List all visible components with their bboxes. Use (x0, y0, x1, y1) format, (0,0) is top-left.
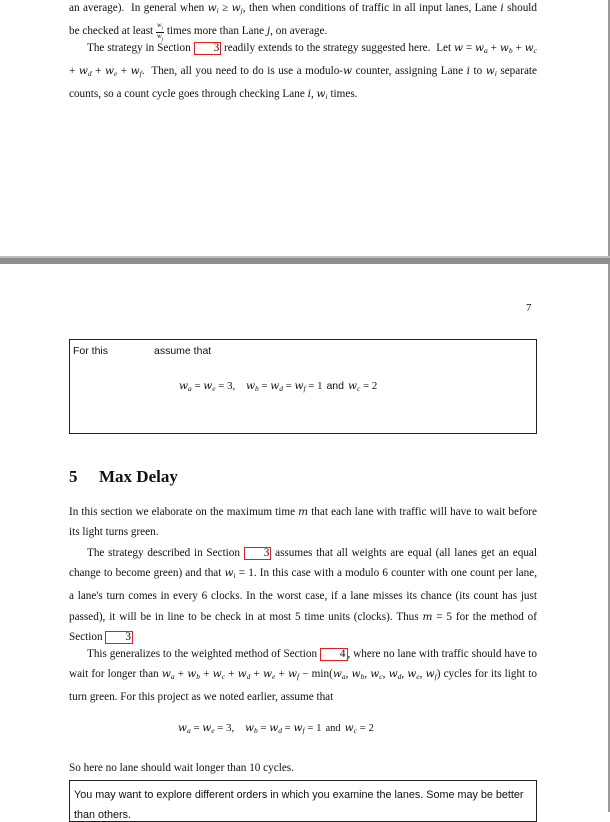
section-heading (69, 467, 178, 487)
weights-equation-2: $w_a = w_e = 3$, $w_b = w_d = w_f = 1$ and $w_c = 2$ (178, 722, 374, 735)
page-divider (0, 256, 610, 264)
paragraph-generalize: This generalizes to the weighted method of Section 4 , where no lane with traffic should have to wait for longer than $w_a + w_b + w_c + w_d + w_e + w_f - \min(w_a$, $w_b$, $w_c$, $w_d$, $w_e$, $w_f$) cycles for its light to turn green. For this project as we noted earlier, assume that (69, 648, 538, 704)
section-4-ref-link[interactable]: 4 (320, 648, 348, 661)
section-3-ref-link-2[interactable]: 3 (105, 631, 133, 644)
section-number: 5 (69, 467, 78, 486)
paragraph-intro: In this section we elaborate on the maximum time m that each lane with traffic will have to wait before its light turns green. (69, 506, 537, 539)
note-text: You may want to explore different orders in which you examine the lanes. Some may be better than others. (74, 789, 524, 821)
assumption-box (69, 339, 537, 434)
section-3-ref-link[interactable]: 3 (244, 547, 272, 560)
previous-page (0, 0, 610, 256)
page-number: 7 (526, 302, 532, 314)
section-ref-link[interactable]: 3 (194, 42, 222, 55)
equation-and: and (326, 380, 344, 392)
page1-paragraph-1: an average). In general when $w_i \ge w_j$, then when conditions of traffic in all input lanes, Lane i should be checked at least $\frac{w_i}{w_j}$ times more than Lane j, on average. (69, 2, 537, 43)
weights-equation: $w_a = w_e = 3$, $w_b = w_d = w_f = 1$ and $w_c = 2$ (179, 380, 378, 393)
paragraph-strategy: The strategy described in Section 3 assumes that all weights are equal (all lanes get an equal change to become green) and that $w_i = 1$. In this case with a modulo 6 counter with one count per lane, a lane's turn comes in every 6 clocks. In the worst case, if a lane misses its chance (its count has just passed), it will be in line to be check in at most 5 time units (clocks). Thus m = 5 for the method of Section 3 (69, 547, 538, 643)
note-box (69, 780, 537, 822)
page1-paragraph-2: The strategy in Section 3 readily extends to the strategy suggested here. Let $w = w_a + w_b + w_c + w_d + w_e + w_f$. Then, all you need to do is use a modulo-w counter, assigning Lane i to $w_i$ separate counts, so a count cycle goes through checking Lane i, $w_i$ times. (69, 42, 538, 102)
section-title: Max Delay (99, 467, 178, 486)
box-label-right: assume that (154, 345, 212, 357)
current-page (0, 264, 610, 821)
equation-2-and: and (325, 723, 341, 734)
box-label-left: For this (73, 345, 109, 357)
conclusion-text: So here no lane should wait longer than 10 cycles. (69, 762, 294, 774)
